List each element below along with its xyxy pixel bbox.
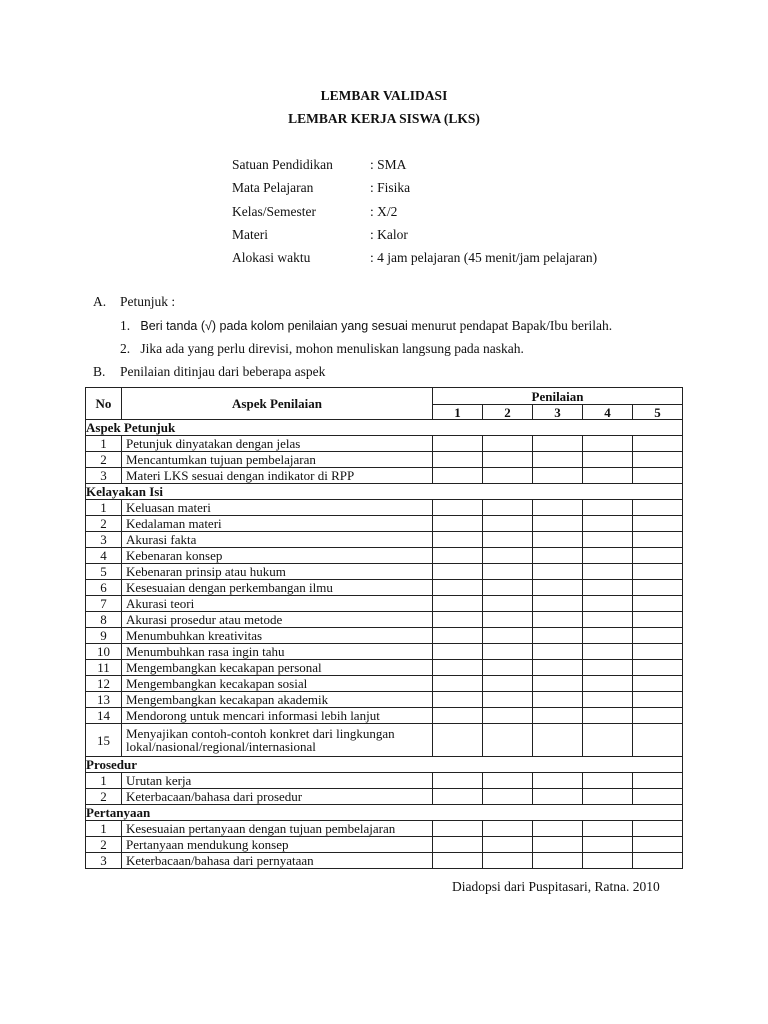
score-cell[interactable] (583, 724, 633, 757)
row-number: 3 (86, 468, 122, 484)
meta-label: Alokasi waktu (232, 250, 311, 266)
category-row (86, 420, 683, 436)
score-cell[interactable] (583, 500, 633, 516)
row-number: 1 (86, 500, 122, 516)
score-cell[interactable] (483, 660, 533, 676)
score-cell[interactable] (483, 789, 533, 805)
aspect-text: Menumbuhkan kreativitas (122, 628, 433, 644)
row-number: 2 (86, 516, 122, 532)
instruction-text: Jika ada yang perlu direvisi, mohon menuliskan langsung pada naskah. (140, 341, 524, 356)
score-cell[interactable] (533, 853, 583, 869)
row-number: 9 (86, 628, 122, 644)
section-a-heading (93, 294, 175, 310)
row-number: 11 (86, 660, 122, 676)
meta-row (232, 227, 597, 250)
score-cell[interactable] (633, 773, 683, 789)
aspect-text: Menyajikan contoh-contoh konkret dari lingkungan lokal/nasional/regional/internasional (122, 724, 433, 757)
score-cell[interactable] (583, 548, 633, 564)
table-row (86, 724, 683, 757)
score-cell[interactable] (583, 821, 633, 837)
category-label: Kelayakan Isi (86, 484, 683, 500)
identity-block (232, 157, 597, 273)
score-cell[interactable] (633, 516, 683, 532)
score-cell[interactable] (533, 548, 583, 564)
score-cell[interactable] (583, 564, 633, 580)
score-cell[interactable] (483, 708, 533, 724)
score-cell[interactable] (633, 532, 683, 548)
instruction-text-part2: menurut pendapat Bapak/Ibu berilah. (407, 318, 613, 333)
score-cell[interactable] (433, 853, 483, 869)
score-cell[interactable] (633, 612, 683, 628)
score-cell[interactable] (533, 692, 583, 708)
row-number: 10 (86, 644, 122, 660)
score-cell[interactable] (483, 773, 533, 789)
row-number: 5 (86, 564, 122, 580)
instruction-1 (120, 318, 612, 334)
score-cell[interactable] (583, 516, 633, 532)
score-cell[interactable] (533, 708, 583, 724)
category-row (86, 757, 683, 773)
aspect-text: Materi LKS sesuai dengan indikator di RPP (122, 468, 433, 484)
table-row (86, 500, 683, 516)
score-cell[interactable] (483, 612, 533, 628)
meta-row (232, 250, 597, 273)
row-number: 2 (86, 789, 122, 805)
score-cell[interactable] (633, 548, 683, 564)
table-row (86, 853, 683, 869)
category-row (86, 484, 683, 500)
score-cell[interactable] (533, 660, 583, 676)
score-cell[interactable] (433, 676, 483, 692)
row-number: 1 (86, 821, 122, 837)
row-number: 8 (86, 612, 122, 628)
score-cell[interactable] (433, 612, 483, 628)
score-cell[interactable] (433, 628, 483, 644)
score-cell[interactable] (583, 628, 633, 644)
score-cell[interactable] (483, 853, 533, 869)
score-cell[interactable] (633, 821, 683, 837)
row-number: 3 (86, 853, 122, 869)
score-cell[interactable] (483, 628, 533, 644)
score-cell[interactable] (533, 564, 583, 580)
score-cell[interactable] (633, 724, 683, 757)
score-cell[interactable] (583, 580, 633, 596)
meta-label: Kelas/Semester (232, 203, 316, 219)
score-cell[interactable] (533, 789, 583, 805)
score-cell[interactable] (533, 644, 583, 660)
aspect-text: Menumbuhkan rasa ingin tahu (122, 644, 433, 660)
score-cell[interactable] (483, 644, 533, 660)
score-cell[interactable] (433, 660, 483, 676)
score-cell[interactable] (533, 580, 583, 596)
score-cell[interactable] (433, 580, 483, 596)
table-row (86, 628, 683, 644)
score-cell[interactable] (483, 837, 533, 853)
score-cell[interactable] (433, 821, 483, 837)
score-cell[interactable] (633, 837, 683, 853)
table-row (86, 580, 683, 596)
score-cell[interactable] (583, 596, 633, 612)
meta-label: Mata Pelajaran (232, 180, 314, 196)
score-cell[interactable] (433, 837, 483, 853)
table-row (86, 773, 683, 789)
score-cell[interactable] (533, 596, 583, 612)
score-cell[interactable] (483, 436, 533, 452)
score-cell[interactable] (583, 452, 633, 468)
score-cell[interactable] (433, 789, 483, 805)
header-score: 5 (633, 405, 683, 420)
aspect-text: Kesesuaian dengan perkembangan ilmu (122, 580, 433, 596)
meta-value: : 4 jam pelajaran (45 menit/jam pelajaran) (370, 250, 598, 266)
row-number: 12 (86, 676, 122, 692)
category-label: Prosedur (86, 757, 683, 773)
table-row (86, 708, 683, 724)
aspect-text: Keterbacaan/bahasa dari prosedur (122, 789, 433, 805)
score-cell[interactable] (583, 436, 633, 452)
row-number: 14 (86, 708, 122, 724)
score-cell[interactable] (483, 548, 533, 564)
meta-row (232, 157, 597, 180)
score-cell[interactable] (583, 660, 633, 676)
score-cell[interactable] (433, 516, 483, 532)
score-cell[interactable] (633, 452, 683, 468)
instruction-2 (120, 341, 524, 357)
assessment-table (85, 387, 683, 869)
aspect-text: Akurasi teori (122, 596, 433, 612)
table-row (86, 821, 683, 837)
table-body (86, 420, 683, 869)
score-cell[interactable] (633, 500, 683, 516)
score-cell[interactable] (433, 564, 483, 580)
score-cell[interactable] (533, 773, 583, 789)
instruction-text-part1: Beri tanda (√) pada kolom penilaian yang sesuai (140, 319, 408, 333)
table-row (86, 516, 683, 532)
table-row (86, 548, 683, 564)
section-b-heading (93, 364, 325, 380)
document-subtitle: LEMBAR KERJA SISWA (LKS) (288, 111, 480, 126)
table-row (86, 436, 683, 452)
score-cell[interactable] (433, 548, 483, 564)
aspect-text: Keluasan materi (122, 500, 433, 516)
score-cell[interactable] (433, 452, 483, 468)
row-number: 6 (86, 580, 122, 596)
score-cell[interactable] (583, 676, 633, 692)
aspect-text: Mendorong untuk mencari informasi lebih lanjut (122, 708, 433, 724)
meta-value: : SMA (370, 157, 407, 172)
instruction-number: 1. (120, 318, 131, 333)
score-cell[interactable] (533, 724, 583, 757)
aspect-text: Mengembangkan kecakapan akademik (122, 692, 433, 708)
header-aspek: Aspek Penilaian (122, 388, 433, 420)
score-cell[interactable] (583, 773, 633, 789)
score-cell[interactable] (583, 789, 633, 805)
aspect-text: Mengembangkan kecakapan personal (122, 660, 433, 676)
score-cell[interactable] (533, 676, 583, 692)
table-row (86, 692, 683, 708)
score-cell[interactable] (483, 452, 533, 468)
score-cell[interactable] (583, 612, 633, 628)
aspect-text: Keterbacaan/bahasa dari pernyataan (122, 853, 433, 869)
meta-label: Satuan Pendidikan (232, 157, 333, 172)
score-cell[interactable] (633, 660, 683, 676)
row-number: 2 (86, 452, 122, 468)
meta-value: : X/2 (370, 203, 398, 219)
score-cell[interactable] (433, 724, 483, 757)
score-cell[interactable] (533, 500, 583, 516)
score-cell[interactable] (633, 468, 683, 484)
score-cell[interactable] (583, 853, 633, 869)
category-label: Pertanyaan (86, 805, 683, 821)
row-number: 2 (86, 837, 122, 853)
table-row (86, 532, 683, 548)
score-cell[interactable] (433, 708, 483, 724)
section-label: Penilaian ditinjau dari beberapa aspek (120, 364, 326, 379)
header-score: 3 (533, 405, 583, 420)
table-row (86, 660, 683, 676)
header-score: 2 (483, 405, 533, 420)
score-cell[interactable] (433, 532, 483, 548)
meta-value: : Fisika (370, 180, 411, 196)
score-cell[interactable] (533, 628, 583, 644)
aspect-text: Urutan kerja (122, 773, 433, 789)
score-cell[interactable] (483, 692, 533, 708)
score-cell[interactable] (633, 676, 683, 692)
score-cell[interactable] (633, 789, 683, 805)
score-cell[interactable] (483, 500, 533, 516)
score-cell[interactable] (533, 452, 583, 468)
score-cell[interactable] (583, 708, 633, 724)
score-cell[interactable] (433, 773, 483, 789)
score-cell[interactable] (433, 468, 483, 484)
score-cell[interactable] (533, 436, 583, 452)
score-cell[interactable] (483, 580, 533, 596)
header-penilaian: Penilaian (433, 388, 683, 405)
row-number: 7 (86, 596, 122, 612)
meta-value: : Kalor (370, 226, 408, 242)
table-row (86, 452, 683, 468)
score-cell[interactable] (583, 692, 633, 708)
row-number: 13 (86, 692, 122, 708)
category-row (86, 805, 683, 821)
row-number: 1 (86, 436, 122, 452)
row-number: 4 (86, 548, 122, 564)
section-label: Petunjuk : (120, 294, 176, 309)
score-cell[interactable] (483, 676, 533, 692)
score-cell[interactable] (483, 596, 533, 612)
score-cell[interactable] (633, 692, 683, 708)
score-cell[interactable] (533, 837, 583, 853)
meta-row (232, 180, 597, 203)
score-cell[interactable] (633, 436, 683, 452)
aspect-text: Kesesuaian pertanyaan dengan tujuan pembelajaran (122, 821, 433, 837)
meta-row (232, 204, 597, 227)
score-cell[interactable] (533, 468, 583, 484)
category-label: Aspek Petunjuk (86, 420, 683, 436)
row-number: 3 (86, 532, 122, 548)
table-row (86, 644, 683, 660)
score-cell[interactable] (433, 500, 483, 516)
table-row (86, 564, 683, 580)
aspect-text: Mengembangkan kecakapan sosial (122, 676, 433, 692)
score-cell[interactable] (633, 628, 683, 644)
score-cell[interactable] (633, 580, 683, 596)
meta-label: Materi (232, 226, 268, 242)
score-cell[interactable] (483, 724, 533, 757)
table-row (86, 596, 683, 612)
score-cell[interactable] (533, 532, 583, 548)
header-score: 1 (433, 405, 483, 420)
table-row (86, 789, 683, 805)
score-cell[interactable] (533, 821, 583, 837)
aspect-text: Kebenaran konsep (122, 548, 433, 564)
aspect-text: Kebenaran prinsip atau hukum (122, 564, 433, 580)
aspect-text: Petunjuk dinyatakan dengan jelas (122, 436, 433, 452)
score-cell[interactable] (583, 532, 633, 548)
score-cell[interactable] (483, 516, 533, 532)
source-note: Diadopsi dari Puspitasari, Ratna. 2010 (452, 879, 660, 894)
aspect-text: Mencantumkan tujuan pembelajaran (122, 452, 433, 468)
table-row (86, 676, 683, 692)
header-score: 4 (583, 405, 633, 420)
score-cell[interactable] (533, 516, 583, 532)
score-cell[interactable] (433, 644, 483, 660)
score-cell[interactable] (483, 468, 533, 484)
score-cell[interactable] (633, 644, 683, 660)
score-cell[interactable] (583, 837, 633, 853)
instruction-number: 2. (120, 341, 131, 356)
aspect-text: Pertanyaan mendukung konsep (122, 837, 433, 853)
aspect-text: Akurasi prosedur atau metode (122, 612, 433, 628)
score-cell[interactable] (583, 644, 633, 660)
aspect-text: Kedalaman materi (122, 516, 433, 532)
score-cell[interactable] (633, 708, 683, 724)
score-cell[interactable] (433, 596, 483, 612)
section-number: A. (93, 294, 107, 309)
score-cell[interactable] (633, 596, 683, 612)
row-number: 1 (86, 773, 122, 789)
score-cell[interactable] (633, 564, 683, 580)
score-cell[interactable] (533, 612, 583, 628)
score-cell[interactable] (483, 821, 533, 837)
score-cell[interactable] (483, 564, 533, 580)
document-title: LEMBAR VALIDASI (320, 88, 448, 103)
row-number: 15 (86, 724, 122, 757)
score-cell[interactable] (483, 532, 533, 548)
table-row (86, 612, 683, 628)
table-row (86, 837, 683, 853)
aspect-text: Akurasi fakta (122, 532, 433, 548)
table-row (86, 468, 683, 484)
score-cell[interactable] (433, 692, 483, 708)
score-cell[interactable] (633, 853, 683, 869)
section-number: B. (93, 364, 106, 379)
score-cell[interactable] (583, 468, 633, 484)
header-no: No (86, 388, 122, 420)
score-cell[interactable] (433, 436, 483, 452)
